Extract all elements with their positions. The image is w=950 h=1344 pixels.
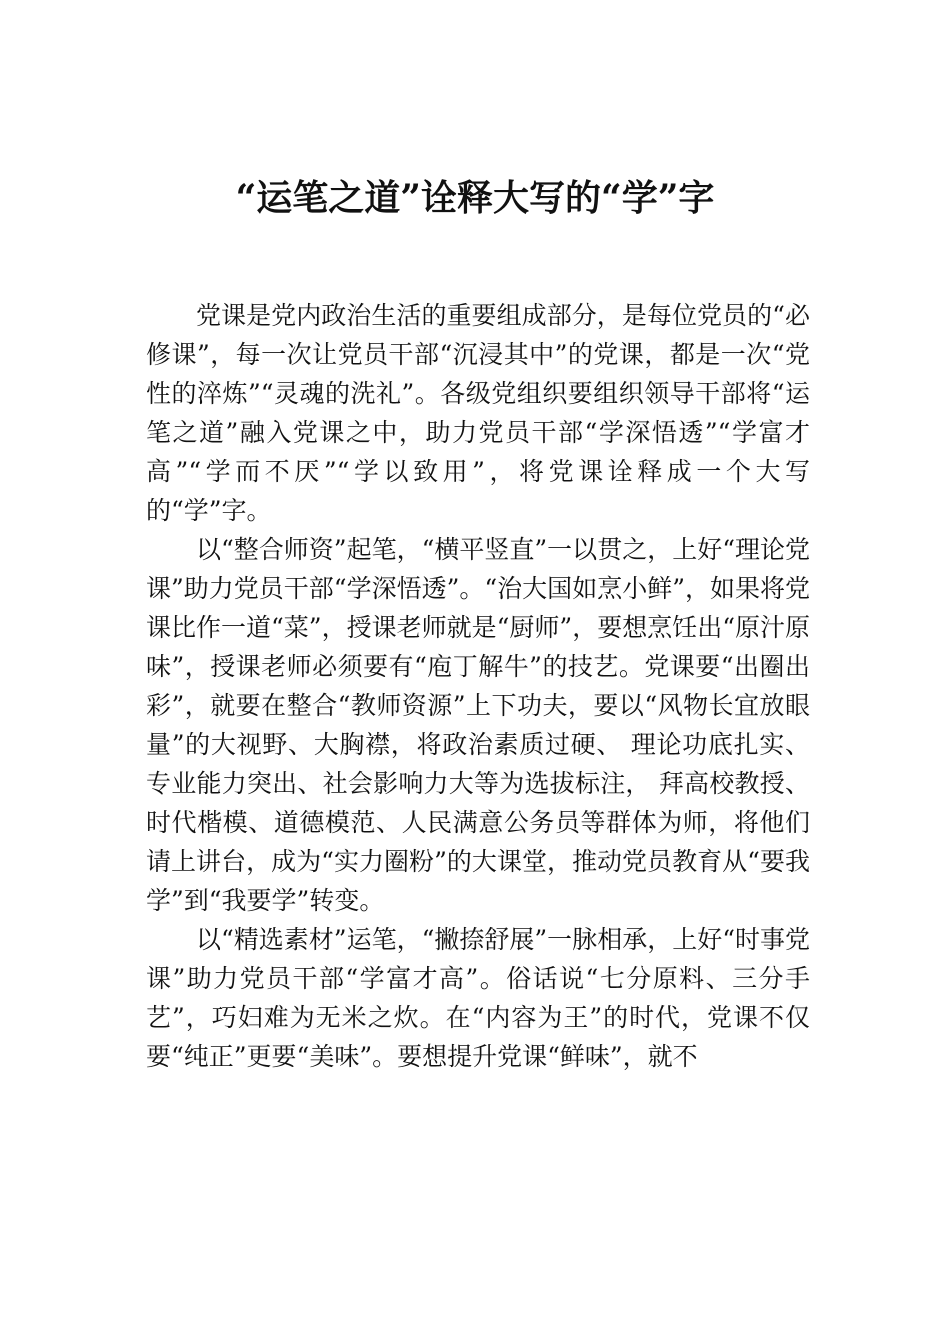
document-body [146,296,810,1076]
paragraph-3: 以“精选素材”运笔，“撇捺舒展”一脉相承，上好“时事党课”助力党员干部“学富才高”。俗话说“七分原料、三分手艺”，巧妇难为无米之炊。在“内容为王”的时代，党课不仅要“纯正”更要“美味”。要想提升党课“鲜味”，就不 [146,925,810,1071]
paragraph-2: 以“整合师资”起笔，“横平竖直”一以贯之，上好“理论党课”助力党员干部“学深悟透”。“治大国如烹小鲜”，如果将党课比作一道“菜”，授课老师就是“厨师”，要想烹饪出“原汁原味”，授课老师必须要有“庖丁解牛”的技艺。党课要“出圈出彩”，就要在整合“教师资源”上下功夫，要以“风物长宜放眼量”的大视野、大胸襟，将政治素质过硬、 理论功底扎实、专业能力突出、社会影响力大等为选拔标注， 拜高校教授、时代楷模、道德模范、人民满意公务员等群体为师，将他们请上讲台，成为“实力圈粉”的大课堂，推动党员教育从“要我学”到“我要学”转变。 [146,535,810,915]
paragraph-1: 党课是党内政治生活的重要组成部分，是每位党员的“必修课”，每一次让党员干部“沉浸其中”的党课，都是一次“党性的淬炼”“灵魂的洗礼”。各级党组织要组织领导干部将“运笔之道”融入党课之中，助力党员干部“学深悟透”“学富才高”“学而不厌”“学以致用”，将党课诠释成一个大写的“学”字。 [146,301,810,525]
document-title: “运笔之道”诠释大写的“学”字 [235,177,715,219]
